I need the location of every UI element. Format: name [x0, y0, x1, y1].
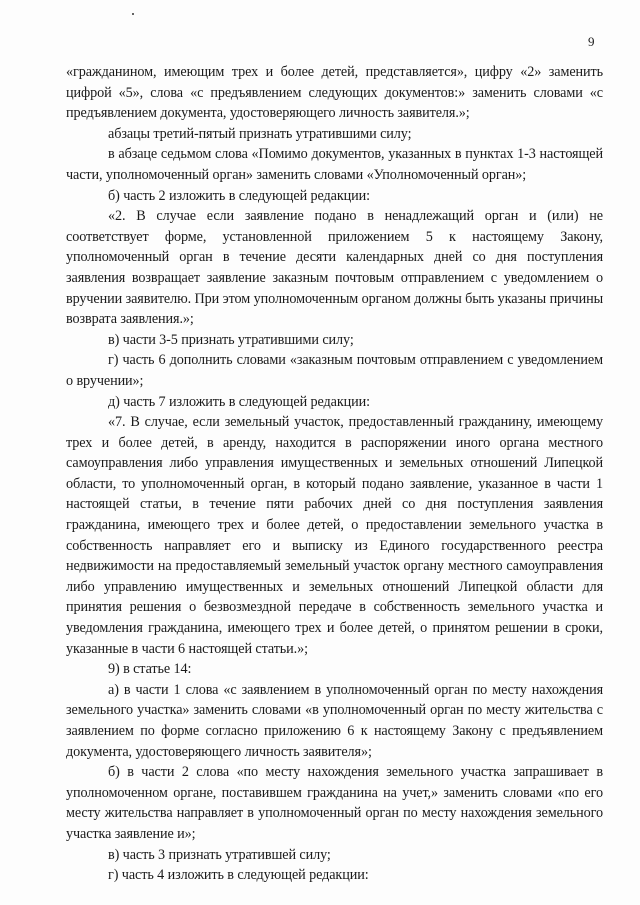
paragraph: абзацы третий-пятый признать утратившими силу; — [108, 125, 412, 142]
paragraph: «гражданином, имеющим трех и более детей, представляется», цифру «2» заменить цифрой «5», слова «с предъявлением следующих документов:» заменить словами «с предъявлением документа, удостоверяющего личность заявителя.»; — [66, 64, 603, 122]
paragraph: «7. В случае, если земельный участок, предоставленный гражданину, имеющему трех и более детей, в аренду, находится в распоряжении иного органа местного самоуправления либо управления имущественных и земельных отношений Липецкой области, то уполномоченный орган, в который подано заявление, указанное в части 1 настоящей статьи, в течение пяти рабочих дней со дня поступления заявления гражданина, имеющего трех и более детей, о предоставлении земельного участка в собственность направляет его и выписку из Единого государственного реестра недвижимости на предоставляемый земельный участок органу местного самоуправления либо управлению имущественных и земельных отношений Липецкой области для принятия решения о безвозмездной передаче в собственность земельного участка и уведомления гражданина, имеющего трех и более детей, о принятом решении в сроки, указанные в части 6 настоящей статьи.»; — [66, 414, 603, 657]
paragraph: а) в части 1 слова «с заявлением в уполномоченный орган по месту нахождения земельного участка» заменить словами «в уполномоченный орган по месту жительства с заявлением по форме согласно приложению 6 к настоящему Закону с предъявлением документа, удостоверяющего личность заявителя»; — [66, 681, 603, 760]
paragraph: в абзаце седьмом слова «Помимо документов, указанных в пунктах 1-3 настоящей части, уполномоченный орган» заменить словами «Уполномоченный орган»; — [66, 146, 603, 183]
paragraph: «2. В случае если заявление подано в ненадлежащий орган и (или) не соответствует форме, установленной приложением 5 к настоящему Закону, уполномоченный орган в течение десяти календарных дней со дня поступления заявления возвращает заявление заказным почтовым отправлением с уведомлением о вручении заявителю. При этом уполномоченным органом должны быть указаны причины возврата заявления.»; — [66, 208, 603, 328]
paragraph: б) часть 2 изложить в следующей редакции: — [108, 187, 370, 204]
paragraph: в) части 3-5 признать утратившими силу; — [108, 331, 354, 348]
page-number: 9 — [588, 34, 595, 49]
paragraph: в) часть 3 признать утратившей силу; — [108, 846, 331, 863]
scan-speck — [132, 13, 134, 15]
paragraph: д) часть 7 изложить в следующей редакции: — [108, 393, 370, 410]
paragraph: 9) в статье 14: — [108, 661, 192, 678]
paragraph: б) в части 2 слова «по месту нахождения земельного участка запрашивает в уполномоченном органе, поставившем гражданина на учет,» заменить словами «по его месту жительства направляет в уполномоченный орган по месту нахождения земельного участка заявление и»; — [66, 764, 603, 842]
paragraph: г) часть 6 дополнить словами «заказным почтовым отправлением с уведомлением о вручении»; — [66, 352, 603, 389]
paragraph: г) часть 4 изложить в следующей редакции: — [108, 867, 369, 884]
document-body — [66, 62, 603, 886]
